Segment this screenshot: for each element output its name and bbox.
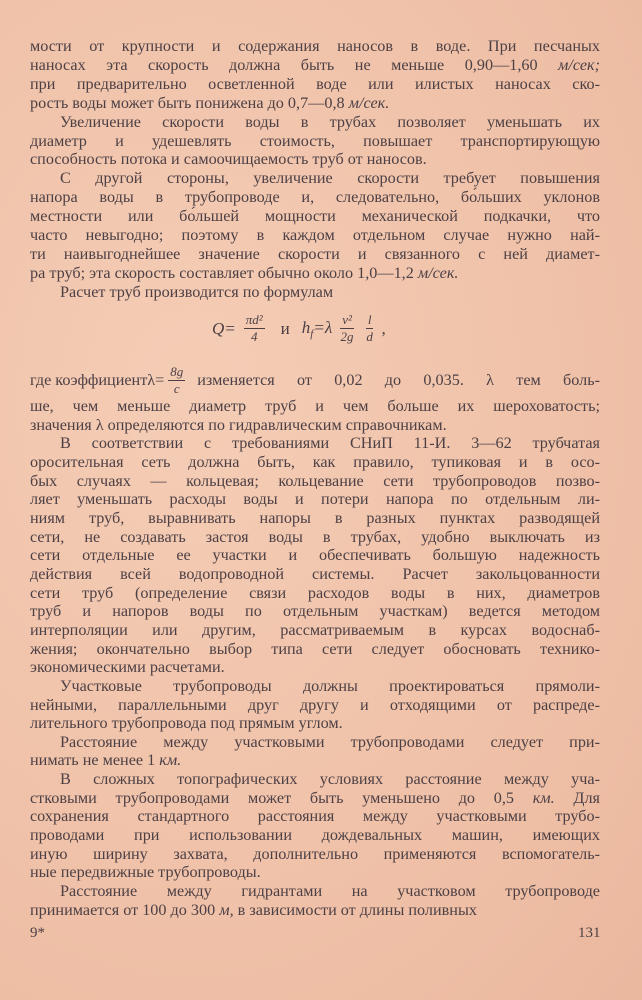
unit-text: км. <box>159 751 182 770</box>
fraction-numerator: v² <box>342 312 352 327</box>
paragraph <box>30 37 600 113</box>
fraction-numerator: 8g <box>170 364 184 379</box>
text-line: оросительная сеть должна быть, как правило, тупиковая и в осо- <box>30 452 600 471</box>
paragraph <box>30 169 600 282</box>
text-line: Расчет труб производится по формулам <box>60 282 334 301</box>
text-line: интерполяции или другим, рассматриваемым в курсах водоснаб- <box>30 620 600 639</box>
paragraph <box>30 283 600 302</box>
text-line: часто невыгодно; поэтому в каждом отдельном случае нужно най- <box>30 226 600 245</box>
text-line: В сложных топографических условиях расстояние между уча- <box>60 770 600 789</box>
text-line: ше, чем меньше диаметр труб и чем больше их шероховатость; <box>30 397 600 415</box>
lambda-prefix: где коэффициент <box>30 371 148 389</box>
formula-conjunction: и <box>280 318 290 338</box>
text-line: бых случаях — кольцевая; кольцевание сети трубопроводов позво- <box>30 471 600 490</box>
text-segment: Для <box>554 788 600 807</box>
formula-h-eq: =λ <box>313 317 333 337</box>
text-line: мости от крупности и содержания наносов в воде. При песчаных <box>30 37 600 55</box>
unit-text: м/сек. <box>417 263 459 282</box>
unit-text: м, <box>219 900 234 919</box>
formula-h: h <box>301 317 311 337</box>
paragraph <box>30 113 600 170</box>
text-line: жения; окончательно выбор типа сети следует обосновать технико- <box>30 639 600 658</box>
text-line: ти наивыгоднейшее значение скорости и связанного с ней диамет- <box>30 244 600 263</box>
text-segment: нимать не менее 1 <box>30 751 160 770</box>
text-segment: в зависимости от длины поливных <box>233 900 477 919</box>
fraction-denominator: 2g <box>340 329 354 344</box>
text-line: сети труб (определение связи расходов воды в них, диаметров <box>30 583 600 602</box>
fraction-numerator: l <box>367 312 372 327</box>
text-line: иную ширину захвата, дополнительно применяются вспомогатель- <box>30 844 600 863</box>
text-line: Участковые трубопроводы должны проектироваться прямоли- <box>60 676 600 695</box>
text-line: экономическими расчетами. <box>30 658 225 677</box>
text-line: при предварительно осветленной воде или илистых наносах ско- <box>30 74 600 93</box>
text-segment: стковыми трубопроводами может быть уменьшено до 0,5 <box>30 788 533 807</box>
text-line: диаметр и удешевлять стоимость, повышает транспортирующую <box>30 131 600 150</box>
text-line <box>30 56 600 75</box>
lambda-fraction <box>168 364 185 397</box>
text-line <box>30 751 600 770</box>
text-line <box>30 94 600 113</box>
unit-text: м/сек; <box>558 55 600 74</box>
paragraph <box>30 770 600 882</box>
lambda-formula <box>147 364 189 397</box>
fraction-denominator: c <box>173 381 180 396</box>
text-line: С другой стороны, увеличение скорости требует повышения <box>60 169 600 188</box>
text-segment: принимается от 100 до 300 <box>30 900 220 919</box>
paragraph <box>30 882 600 919</box>
text-block-upper <box>30 37 600 302</box>
paragraph <box>30 434 600 677</box>
page-number: 131 <box>578 925 601 941</box>
text-segment: наносах эта скорость должна быть не меньше 0,90—1,60 <box>30 55 559 74</box>
text-line <box>30 789 600 808</box>
text-line: сохранения стандартного расстояния между участковыми трубо- <box>30 807 600 826</box>
lambda-definition-line <box>30 364 600 397</box>
lambda-suffix: изменяется от 0,02 до 0,035. λ тем боль- <box>197 371 600 389</box>
text-line: Расстояние между гидрантами на участковом трубопроводе <box>60 882 600 901</box>
text-line: лительного трубопровода под прямым углом. <box>30 714 343 733</box>
text-line: В соответствии с требованиями СНиП 11-И. 3—62 трубчатая <box>60 434 600 453</box>
signature-mark: 9* <box>30 925 45 941</box>
text-line: действия всей водопроводной системы. Расчет закольцованности <box>30 564 600 583</box>
text-line: Расстояние между участковыми трубопроводами следует при- <box>60 732 600 751</box>
formula-comma: , <box>381 318 386 338</box>
formula-h-subscript: f <box>310 327 314 340</box>
text-line <box>30 264 600 283</box>
lambda-lhs: λ= <box>147 371 165 389</box>
text-line: сети отдельные ее участки и обеспечивать большую надежность <box>30 546 600 565</box>
text-line: способность потока и самоочищаемость труб от наносов. <box>30 150 427 169</box>
fraction-denominator: d <box>366 329 373 344</box>
text-line: проводами при использовании дождевальных машин, имеющих <box>30 826 600 845</box>
formula-q-lhs: Q= <box>212 318 236 338</box>
fraction-length <box>366 312 374 345</box>
paragraph <box>30 677 600 733</box>
text-line: ные передвижные трубопроводы. <box>30 863 261 882</box>
pipe-formula <box>212 312 386 345</box>
text-line <box>30 901 600 920</box>
text-line: Увеличение скорости воды в трубах позволяет уменьшать их <box>60 112 600 131</box>
fraction-velocity <box>340 312 354 345</box>
text-line: труб и напоров воды по отдельным участкам) ведется методом <box>30 602 600 621</box>
paragraph <box>30 733 600 770</box>
fraction-denominator: 4 <box>250 329 258 344</box>
paragraph <box>30 397 600 434</box>
text-line: ниям труб, выравнивать напоры в разных пунктах разводящей <box>30 508 600 527</box>
unit-text: м/сек. <box>348 93 390 112</box>
text-line: местности или бо́льшей мощности механической подкачки, что <box>30 207 600 226</box>
text-line: ляет уменьшать расходы воды и потери напора по отдельным ли- <box>30 490 600 509</box>
text-line: сети, не создавать застоя воды в трубах, удобно выключать из <box>30 527 600 546</box>
fraction-area <box>244 312 265 345</box>
fraction-numerator: πd² <box>245 312 263 327</box>
text-segment: ра труб; эта скорость составляет обычно около 1,0—1,2 <box>30 263 418 282</box>
text-line: нейными, параллельными друг другу и отходящими от распреде- <box>30 695 600 714</box>
formula-h-lhs <box>302 318 332 340</box>
text-block-lower <box>30 397 600 919</box>
unit-text: км. <box>532 788 555 807</box>
text-segment: рость воды может быть понижена до 0,7—0,8 <box>30 93 349 112</box>
text-line: напора воды в трубопроводе и, следовательно, бо́льших уклонов <box>30 188 600 207</box>
text-line: значения λ определяются по гидравлическим справочникам. <box>30 415 447 434</box>
